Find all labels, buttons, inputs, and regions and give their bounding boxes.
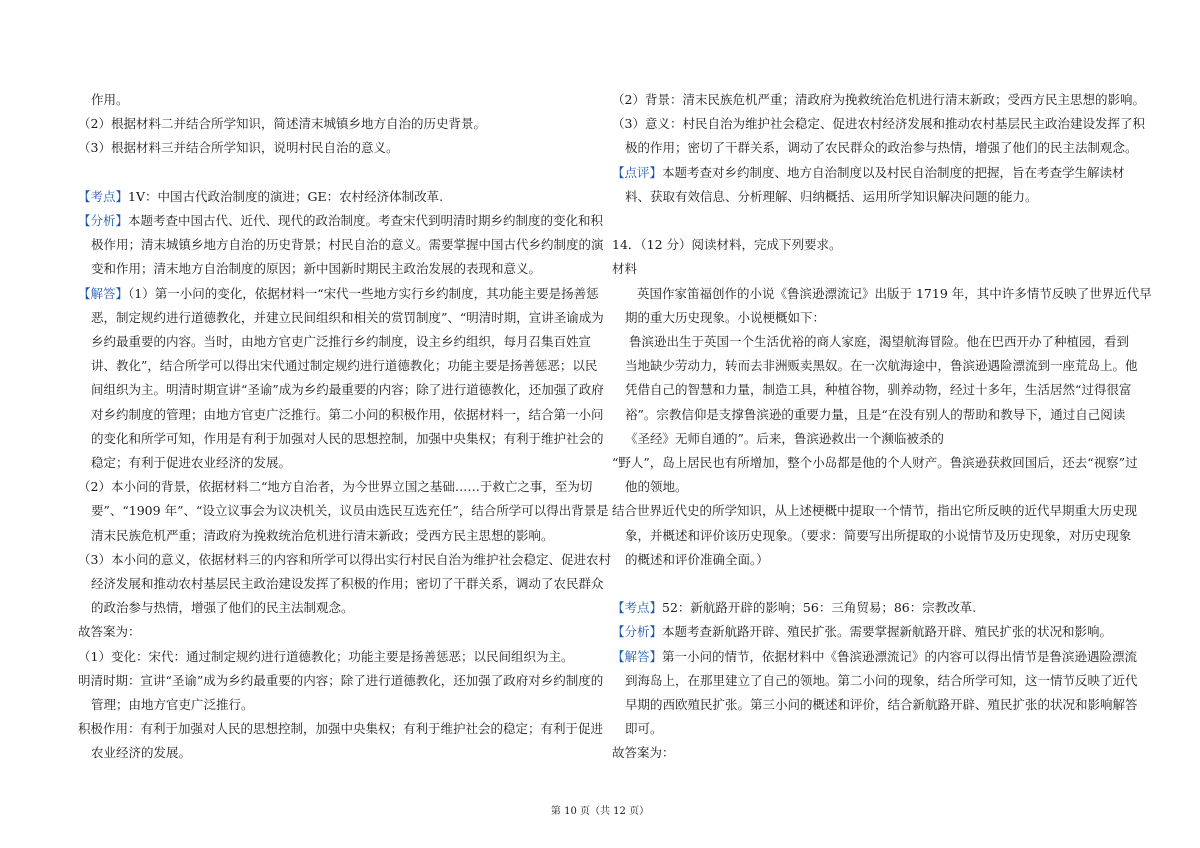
line-text: 象，并概述和评价该历史现象。（要求：简要写出所提取的小说情节及历史现象，对历史现象 bbox=[625, 527, 1132, 543]
text-line bbox=[78, 112, 598, 136]
line-text: 积极作用：有利于加强对人民的思想控制，加强中央集权；有利于维护社会的稳定；有利于促进 bbox=[78, 721, 604, 737]
line-text: 裕”。宗教信仰是支撑鲁滨逊的重要力量，且是“在没有别人的帮助和教导下，通过自己阅读 bbox=[625, 406, 1126, 422]
section-tag: 【考点】 bbox=[78, 188, 129, 204]
text-line bbox=[78, 306, 604, 330]
text-line bbox=[612, 596, 1130, 620]
line-text: 52：新航路开辟的影响；56：三角贸易；86：宗教改革. bbox=[662, 600, 977, 616]
text-line bbox=[78, 427, 604, 451]
line-text: 故答案为： bbox=[612, 745, 675, 761]
page-footer: 第 10 页（共 12 页） bbox=[550, 806, 650, 817]
text-line bbox=[78, 475, 598, 499]
text-line bbox=[78, 645, 598, 669]
line-text: 稳定；有利于促进农业经济的发展。 bbox=[91, 455, 292, 471]
text-line bbox=[612, 378, 1130, 402]
section-tag: 【分析】 bbox=[612, 624, 663, 640]
text-line bbox=[78, 741, 598, 765]
line-text: 材料 bbox=[612, 261, 638, 277]
text-line bbox=[612, 693, 1138, 717]
right-column bbox=[612, 88, 1152, 766]
line-text: （2）本小问的背景，依据材料二“地方自治者，为今世界立国之基础……于救亡之事，至为切 bbox=[78, 479, 593, 495]
text-line bbox=[612, 330, 1130, 354]
text-line bbox=[78, 524, 598, 548]
text-line bbox=[612, 548, 1130, 572]
text-line bbox=[612, 645, 1138, 669]
line-text: 早期的西欧殖民扩张。第三小问的概述和评价，结合新航路开辟、殖民扩张的状况和影响解答 bbox=[625, 697, 1138, 713]
line-text: 乡约最重要的内容。当时，由地方官吏广泛推行乡约制度，设主乡约组织，每月召集百姓宣 bbox=[91, 334, 592, 350]
line-text: “野人”，岛上居民也有所增加，整个小岛都是他的个人财产。鲁滨逊获救回国后，还去“视察”过 bbox=[612, 455, 1138, 471]
text-line bbox=[612, 572, 1130, 596]
text-line bbox=[78, 403, 604, 427]
line-text: （1）变化：宋代：通过制定规约进行道德教化；功能主要是扬善惩恶；以民间组织为主。 bbox=[78, 648, 574, 664]
line-text: 故答案为： bbox=[78, 624, 141, 640]
line-text: 1V：中国古代政治制度的演进；GE：农村经济体制改革. bbox=[128, 188, 444, 204]
text-line bbox=[612, 499, 1138, 523]
line-text: 的概述和评价准确全面。） bbox=[625, 551, 769, 567]
text-line bbox=[78, 330, 598, 354]
line-text: 要”、“1909 年”、“设立议事会为议决机关，议员由选民互选充任”，结合所学可以得出背景是 bbox=[91, 503, 609, 519]
line-text: 本题考查对乡约制度、地方自治制度以及村民自治制度的把握，旨在考查学生解读材 bbox=[662, 164, 1125, 180]
text-line bbox=[78, 693, 598, 717]
text-line bbox=[612, 717, 1130, 741]
line-text: 鲁滨逊出生于英国一个生活优裕的商人家庭，渴望航海冒险。他在巴西开办了种植园，看到 bbox=[629, 334, 1130, 350]
line-text: 作用。 bbox=[91, 92, 129, 107]
line-text: （2）根据材料二并结合所学知识，简述清末城镇乡地方自治的历史背景。 bbox=[78, 116, 486, 132]
text-line bbox=[78, 136, 598, 160]
line-text: 极的作用；密切了干群关系，调动了农民群众的政治参与热情，增强了他们的民主法制观念。 bbox=[625, 140, 1138, 156]
line-text: 讲、教化”，结合所学可以得出宋代通过制定规约进行道德教化；功能主要是扬善惩恶；以民 bbox=[91, 358, 598, 374]
line-text: （3）根据材料三并结合所学知识，说明村民自治的意义。 bbox=[78, 140, 399, 156]
text-line bbox=[612, 257, 1130, 281]
line-text: 清末民族危机严重；清政府为挽救统治危机进行清末新政；受西方民主思想的影响。 bbox=[91, 527, 554, 543]
text-line bbox=[78, 257, 598, 281]
text-line bbox=[78, 161, 598, 185]
text-line bbox=[78, 548, 611, 572]
text-line bbox=[612, 161, 1130, 185]
text-line bbox=[612, 475, 1130, 499]
line-text: 对乡约制度的管理；由地方官吏广泛推行。第二小问的积极作用，依据材料一，结合第一小问 bbox=[91, 406, 604, 422]
text-line bbox=[612, 306, 1130, 330]
text-line bbox=[78, 717, 604, 741]
text-line bbox=[612, 88, 1145, 112]
line-text: 本题考查新航路开辟、殖民扩张。需要掌握新航路开辟、殖民扩张的状况和影响。 bbox=[662, 624, 1113, 640]
line-text: 农业经济的发展。 bbox=[91, 745, 192, 761]
line-text: 变和作用；清末地方自治制度的原因；新中国新时期民主政治发展的表现和意义。 bbox=[91, 261, 542, 277]
line-text: 恶，制定规约进行道德教化，并建立民间组织和相关的赏罚制度”、“明清时期，宣讲圣谕成为 bbox=[91, 309, 604, 325]
text-line bbox=[78, 282, 598, 306]
line-text: 英国作家笛福创作的小说《鲁滨逊漂流记》出版于 1719 年，其中许多情节反映了世界近代早 bbox=[637, 285, 1152, 301]
line-text: （1）第一小问的变化，依据材料一“宋代一些地方实行乡约制度，其功能主要是扬善惩 bbox=[128, 285, 599, 301]
text-line bbox=[612, 185, 1130, 209]
text-line bbox=[78, 451, 598, 475]
text-line bbox=[78, 185, 598, 209]
text-line bbox=[78, 669, 604, 693]
text-line bbox=[612, 136, 1138, 160]
section-tag: 【点评】 bbox=[612, 164, 663, 180]
text-line bbox=[78, 499, 609, 523]
text-line bbox=[612, 524, 1130, 548]
text-line bbox=[612, 427, 1130, 451]
line-text: 凭借自己的智慧和力量，制造工具，种植谷物，驯养动物，经过十多年，生活居然“过得很富 bbox=[625, 382, 1132, 398]
line-text: 经济发展和推动农村基层民主政治建设发挥了积极的作用；密切了干群关系，调动了农民群众 bbox=[91, 576, 604, 592]
line-text: 明清时期：宣讲“圣谕”成为乡约最重要的内容；除了进行道德教化，还加强了政府对乡约制度的 bbox=[78, 672, 604, 688]
line-text: 《圣经》无师自通的”。后来，鲁滨逊救出一个濒临被杀的 bbox=[625, 430, 944, 446]
line-text: 到海岛上，在那里建立了自己的领地。第二小问的现象，结合所学可知，这一情节反映了近代 bbox=[625, 672, 1138, 688]
text-line bbox=[78, 378, 604, 402]
line-text: 的政治参与热情，增强了他们的民主法制观念。 bbox=[91, 600, 354, 616]
line-text: 本题考查中国古代、近代、现代的政治制度。考查宋代到明清时期乡约制度的变化和积 bbox=[128, 213, 604, 228]
line-text: 间组织为主。明清时期宣讲“圣谕”成为乡约最重要的内容；除了进行道德教化，还加强了政府 bbox=[91, 382, 604, 398]
section-tag: 【分析】 bbox=[78, 213, 129, 228]
text-line bbox=[78, 620, 598, 644]
text-line bbox=[78, 209, 604, 233]
text-line bbox=[612, 354, 1138, 378]
text-line bbox=[612, 741, 1130, 765]
line-text: （2）背景：清末民族危机严重；清政府为挽救统治危机进行清末新政；受西方民主思想的影响。 bbox=[612, 92, 1145, 107]
text-line bbox=[78, 572, 604, 596]
text-line bbox=[612, 451, 1138, 475]
section-tag: 【解答】 bbox=[78, 285, 129, 301]
text-line bbox=[612, 233, 1130, 257]
text-line bbox=[78, 354, 598, 378]
text-line bbox=[78, 88, 598, 112]
line-text: （3）意义：村民自治为维护社会稳定、促进农村经济发展和推动农村基层民主政治建设发挥了积 bbox=[612, 116, 1145, 132]
text-line bbox=[612, 669, 1138, 693]
text-line bbox=[78, 596, 598, 620]
line-text: 管理；由地方官吏广泛推行。 bbox=[91, 697, 254, 713]
text-line bbox=[612, 209, 1130, 233]
left-column bbox=[78, 88, 611, 766]
text-line bbox=[612, 112, 1145, 136]
line-text: 料、获取有效信息、分析理解、归纳概括、运用所学知识解决问题的能力。 bbox=[625, 188, 1038, 204]
line-text: 的变化和所学可知，作用是有利于加强对人民的思想控制，加强中央集权；有利于维护社会的 bbox=[91, 430, 604, 446]
text-line bbox=[612, 403, 1130, 427]
section-tag: 【考点】 bbox=[612, 600, 663, 616]
text-line bbox=[612, 620, 1130, 644]
section-tag: 【解答】 bbox=[612, 648, 663, 664]
line-text: 即可。 bbox=[625, 721, 663, 737]
line-text: （3）本小问的意义，依据材料三的内容和所学可以得出实行村民自治为维护社会稳定、促进农村 bbox=[78, 551, 611, 567]
line-text: 14．（12 分）阅读材料，完成下列要求。 bbox=[612, 237, 842, 253]
line-text: 第一小问的情节，依据材料中《鲁滨逊漂流记》的内容可以得出情节是鲁滨逊遇险漂流 bbox=[662, 648, 1138, 664]
text-line bbox=[78, 233, 604, 257]
line-text: 他的领地。 bbox=[625, 479, 688, 495]
line-text: 结合世界近代史的所学知识，从上述梗概中提取一个情节，指出它所反映的近代早期重大历史现 bbox=[612, 503, 1138, 519]
text-line bbox=[612, 282, 1152, 306]
line-text: 期的重大历史现象。小说梗概如下： bbox=[625, 309, 826, 325]
line-text: 当地缺少劳动力，转而去非洲贩卖黑奴。在一次航海途中，鲁滨逊遇险漂流到一座荒岛上。他 bbox=[625, 358, 1138, 374]
line-text: 极作用；清末城镇乡地方自治的历史背景；村民自治的意义。需要掌握中国古代乡约制度的演 bbox=[91, 237, 604, 253]
